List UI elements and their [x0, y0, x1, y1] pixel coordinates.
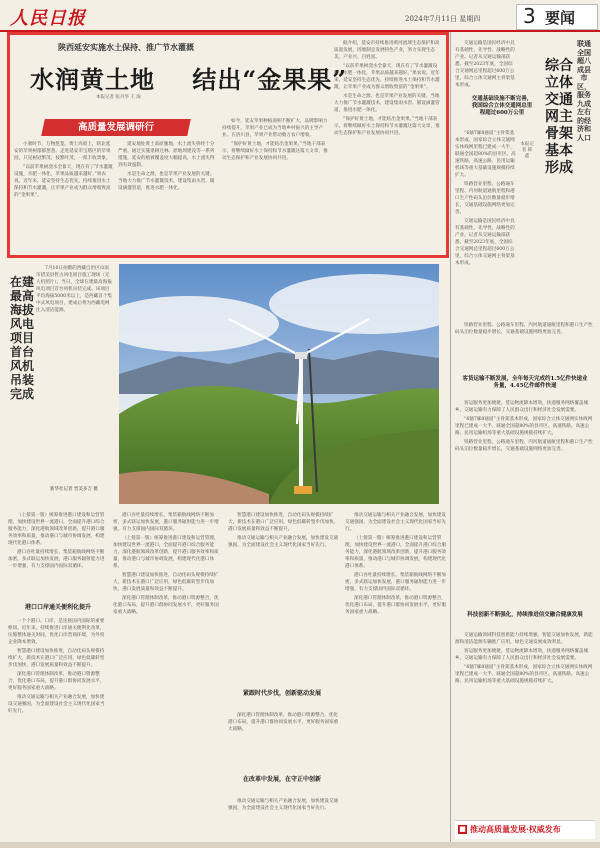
wind-turbine-photo[interactable]	[119, 264, 439, 504]
body-paragraph: 推动交通运输与相关产业融合发展，加快建设交通强国，为全面建设社会主义现代化国家当好先行。	[228, 536, 339, 548]
body-paragraph: 港口吞吐量持续增长，集装箱航线网络不断加密，多式联运加快发展，港口服务辐射能力进一步增强，有力支撑国内国际双循环。	[345, 573, 447, 592]
body-paragraph: （上接第一版）统筹推进港口建设和运营管理，加快建设世界一流港口，全面提升港口综合服务能力，深化港航领域改革创新，提升港口服务效率和质量，推动港口与城市协调发展，构建现代化港口体系。	[113, 536, 219, 569]
right-subhead-1: 交通基础设施不断完善，我国综合立体交通网总里程超过600万公里	[471, 96, 533, 116]
feature-headline[interactable]: 水润黄土地 结出“金果果”	[30, 65, 348, 94]
body-paragraph: 深化港口管理体制改革，推动港口资源整合，优化港口布局，提升港口群协同发展水平，更好服务国家重大战略。	[8, 672, 105, 691]
right-intro-text	[455, 40, 517, 100]
feature-kicker: 陕西延安实施水土保持、推广节水灌溉	[58, 42, 194, 52]
side-story-headline[interactable]: 在建最高海拔风电项目首台风机吊装完成	[10, 275, 35, 401]
lower-column-2	[113, 512, 223, 840]
right-text-2	[455, 400, 595, 608]
body-paragraph: （上接第一版）统筹推进港口建设和运营管理，加快建设世界一流港口，全面提升港口综合服务能力，深化港航领域改革创新，提升港口服务效率和质量，推动港口与城市协调发展，构建现代化港口体系。	[8, 513, 105, 546]
body-paragraph: 交通运输是国民经济中具有基础性、先导性、战略性的产业。记者从交通运输部获悉，截至2023年底，全国综合交通网总里程超过600万公里，综合立体交通网主骨架基本形成。	[455, 219, 515, 266]
photo-credit: 新华社记者 晋美多吉 摄	[50, 487, 98, 492]
feature-column-3	[222, 118, 330, 253]
feature-column-4	[334, 40, 444, 253]
feature-column-2	[118, 141, 218, 253]
feature-paragraph: “以前苹果树浇水全靠天，现在有了节水灌溉设施，水肥一体化，苹果品质越来越好。”果农说。近年来，延安坚持生态优先，持续推进水土保持和节水灌溉，让苹果产业成为群众增收致富的“金果果”。	[334, 64, 440, 90]
page-section-title: 要闻	[545, 9, 576, 27]
lower-column-1	[8, 512, 108, 602]
body-paragraph: 深化港口管理体制改革，推动港口资源整合，优化港口布局，提升港口群协同发展水平，更好服务国家重大战略。	[228, 713, 339, 732]
right-story-subtitle: 联通全国超八成县市区，服务九成左右的经济和人口	[577, 39, 591, 142]
body-paragraph: “6轴7廊8通道”主骨架基本形成，国家综合立体交通网实体线网里程已建成一大半，联通全国超80%的县市区。高速铁路、高速公路、民用运输机场等重大基础设施规模持续扩大。	[455, 665, 593, 684]
feature-paragraph: “保护好黄土地，才能结出金果果。”当地干部表示，将继续做好水土保持和节水灌溉这篇大文章，推动生态保护和产业发展协同共进。	[334, 117, 440, 136]
issue-date: 2024年7月11日 星期四	[405, 15, 481, 23]
body-paragraph: 交通运输领域科技创新能力持续增强，智能交通加快发展，新能源和清洁能源车辆推广应用，绿色交通发展成效明显。	[455, 633, 593, 645]
footer-promo-label: 推动高质量发展·权威发布	[470, 824, 561, 834]
caption-text: 7月10日拍摄的西藏自治区山南市措美县哲古风电项目施工现场（无人机照片）。当日，全球在建最高海拔风电项目首台风机吊装完成。该项目平均海拔5000米以上，是西藏首个集中式风电项目，建成后将为西藏电网注入清洁能源。	[36, 266, 112, 313]
body-paragraph: 港口吞吐量持续增长，集装箱航线网络不断加密，多式联运加快发展，港口服务辐射能力进一步增强，有力支撑国内国际双循环。	[8, 550, 105, 569]
series-banner-label: 高质量发展调研行	[77, 122, 154, 133]
body-paragraph: 智慧港口建设加快推进，自动化码头规模持续扩大，新技术在港口广泛应用，绿色低碳转型步伐加快，港口发展质量和效益不断提升。	[113, 573, 219, 592]
lower-column-4	[345, 512, 447, 840]
lower-column-1b	[8, 618, 108, 840]
lower-subhead-1: 港口口岸通关便利化提升	[24, 604, 91, 611]
right-text-3	[455, 632, 595, 816]
feature-paragraph: 延安地处黄土高原腹地，水土流失曾经十分严重。通过实施退耕还林、淤地坝建设等一系列措施，延安的植被覆盖度大幅提高，水土流失得到有效遏制。	[118, 142, 215, 168]
feature-byline: 本报记者 张丹华 王 海	[96, 95, 141, 100]
body-paragraph: 铁路营业里程、公路通车里程、内河航道通航里程和港口生产性码头泊位数量稳步增长，交通基础设施网络更加完善。	[455, 323, 593, 335]
body-paragraph: 推动交通运输与相关产业融合发展，加快建设交通强国，为全面建设社会主义现代化国家当好先行。	[228, 799, 339, 811]
footer-promo-link[interactable]	[455, 820, 595, 839]
side-story-caption	[36, 265, 112, 481]
body-paragraph: 推动交通运输与相关产业融合发展，加快建设交通强国，为全面建设社会主义现代化国家当好先行。	[8, 695, 105, 714]
body-paragraph: 铁路营业里程、公路通车里程、内河航道通航里程和港口生产性码头泊位数量稳步增长，交通基础设施网络更加完善。	[455, 440, 593, 452]
series-banner	[41, 119, 191, 136]
masthead-logo: 人民日报	[10, 8, 86, 29]
page-number-box	[516, 4, 598, 30]
lower-subhead-2: 紧跟时代步伐，创新驱动发展	[242, 690, 321, 697]
feature-paragraph: “保护好黄土地，才能结出金果果。”当地干部表示，将继续做好水土保持和节水灌溉这篇大文章，推动生态保护和产业发展协同共进。	[222, 142, 328, 161]
feature-paragraph: 如今，延安苹果种植面积不断扩大，品牌影响力持续提升，苹果产业已成为当地乡村振兴的主导产业。在洛川县，苹果产业带动数万农户增收。	[222, 119, 328, 138]
body-paragraph: 客运服务更加便捷，货运物流降本增效，快递服务网络覆盖城乡，交通运输有力保障了人民群众出行和经济社会发展需要。	[455, 649, 589, 661]
body-paragraph: “6轴7廊8通道”主骨架基本形成，国家综合立体交通网实体线网里程已建成一大半，联通全国超80%的县市区。高速铁路、高速公路、民用运输机场等重大基础设施规模持续扩大。	[455, 131, 516, 178]
footer-marker-icon: ■	[459, 825, 466, 833]
right-story-byline: 本报记者 韩 鑫	[520, 142, 534, 159]
body-paragraph: 交通运输是国民经济中具有基础性、先导性、战略性的产业。记者从交通运输部获悉，截至2023年底，全国综合交通网总里程超过600万公里，综合立体交通网主骨架基本形成。	[455, 41, 515, 88]
right-subhead-3: 科技创新不断强化，持续推进信交融合健康发展	[467, 612, 583, 618]
column-divider	[450, 32, 451, 848]
body-paragraph: 深化港口管理体制改革，推动港口资源整合，优化港口布局，提升港口群协同发展水平，更好服务国家重大战略。	[113, 596, 219, 615]
lower-column-3c	[228, 798, 340, 840]
body-paragraph: （上接第一版）统筹推进港口建设和运营管理，加快建设世界一流港口，全面提升港口综合服务能力，深化港航领域改革创新，提升港口服务效率和质量，推动港口与城市协调发展，构建现代化港口体系。	[345, 536, 447, 569]
feature-paragraph: 小暑时节，万物葱茏。黄土高原上，陕北延安的苹果树郁郁葱葱。走进延安市宝塔区的苹果园，只见树冠繁茂、枝繁叶茂，一派丰收景象。	[14, 142, 111, 161]
feature-paragraph: 据介绍，延安市持续推进黄河流域生态保护和高质量发展，因地制宜发展特色产业，努力实现生态美、产业兴、百姓富。	[334, 41, 440, 60]
feature-column-1	[14, 141, 114, 253]
body-paragraph: 智慧港口建设加快推进，自动化码头规模持续扩大，新技术在港口广泛应用，绿色低碳转型步伐加快，港口发展质量和效益不断提升。	[228, 513, 339, 532]
lower-column-3b	[228, 712, 340, 770]
right-subhead-2: 客货运输不断发展，全年每天完成约1.5亿件快递业务量，4.45亿件邮件快递	[462, 376, 588, 389]
body-paragraph: 推动交通运输与相关产业融合发展，加快建设交通强国，为全面建设社会主义现代化国家当好先行。	[345, 513, 447, 532]
feature-paragraph: “以前苹果树浇水全靠天，现在有了节水灌溉设施，水肥一体化，苹果品质越来越好。”果农说。近年来，延安坚持生态优先，持续推进水土保持和节水灌溉，让苹果产业成为群众增收致富的“金果果”。	[14, 165, 113, 198]
lower-column-3	[228, 512, 340, 680]
lower-subhead-3: 在改革中发展，在守正中创新	[242, 776, 321, 783]
feature-paragraph: 水是生命之源，也是苹果产业发展的关键。当地大力推广节水灌溉技术，建设集雨水窖、铺设滴灌管道，推进水肥一体化。	[334, 94, 440, 113]
body-paragraph: 一个个港口、口岸，是连接国内国际的重要枢纽。近年来，持续推进口岸通关便利化改革，压缩整体通关时间，优化口岸营商环境，为外贸企业降本增效。	[8, 619, 105, 645]
photo-illustration	[119, 264, 439, 504]
body-paragraph: “6轴7廊8通道”主骨架基本形成，国家综合立体交通网实体线网里程已建成一大半，联通全国超80%的县市区。高速铁路、高速公路、民用运输机场等重大基础设施规模持续扩大。	[455, 417, 593, 436]
feature-paragraph: 水是生命之源，也是苹果产业发展的关键。当地大力推广节水灌溉技术，建设集雨水窖、铺设滴灌管道，推进水肥一体化。	[118, 172, 215, 191]
right-text-1b	[455, 322, 595, 372]
body-paragraph: 智慧港口建设加快推进，自动化码头规模持续扩大，新技术在港口广泛应用，绿色低碳转型步伐加快，港口发展质量和效益不断提升。	[8, 649, 105, 668]
body-paragraph: 港口吞吐量持续增长，集装箱航线网络不断加密，多式联运加快发展，港口服务辐射能力进一步增强，有力支撑国内国际双循环。	[113, 513, 219, 532]
page-bottom-edge	[0, 842, 600, 848]
body-paragraph: 客运服务更加便捷，货运物流降本增效，快递服务网络覆盖城乡，交通运输有力保障了人民群众出行和经济社会发展需要。	[455, 401, 589, 413]
right-story-headline[interactable]: 综合立体交通网主骨架基本形成	[545, 58, 573, 176]
body-paragraph: 铁路营业里程、公路通车里程、内河航道通航里程和港口生产性码头泊位数量稳步增长，交通基础设施网络更加完善。	[455, 182, 515, 215]
body-paragraph: 深化港口管理体制改革，推动港口资源整合，优化港口布局，提升港口群协同发展水平，更好服务国家重大战略。	[345, 596, 447, 615]
page-number: 3	[523, 4, 536, 28]
